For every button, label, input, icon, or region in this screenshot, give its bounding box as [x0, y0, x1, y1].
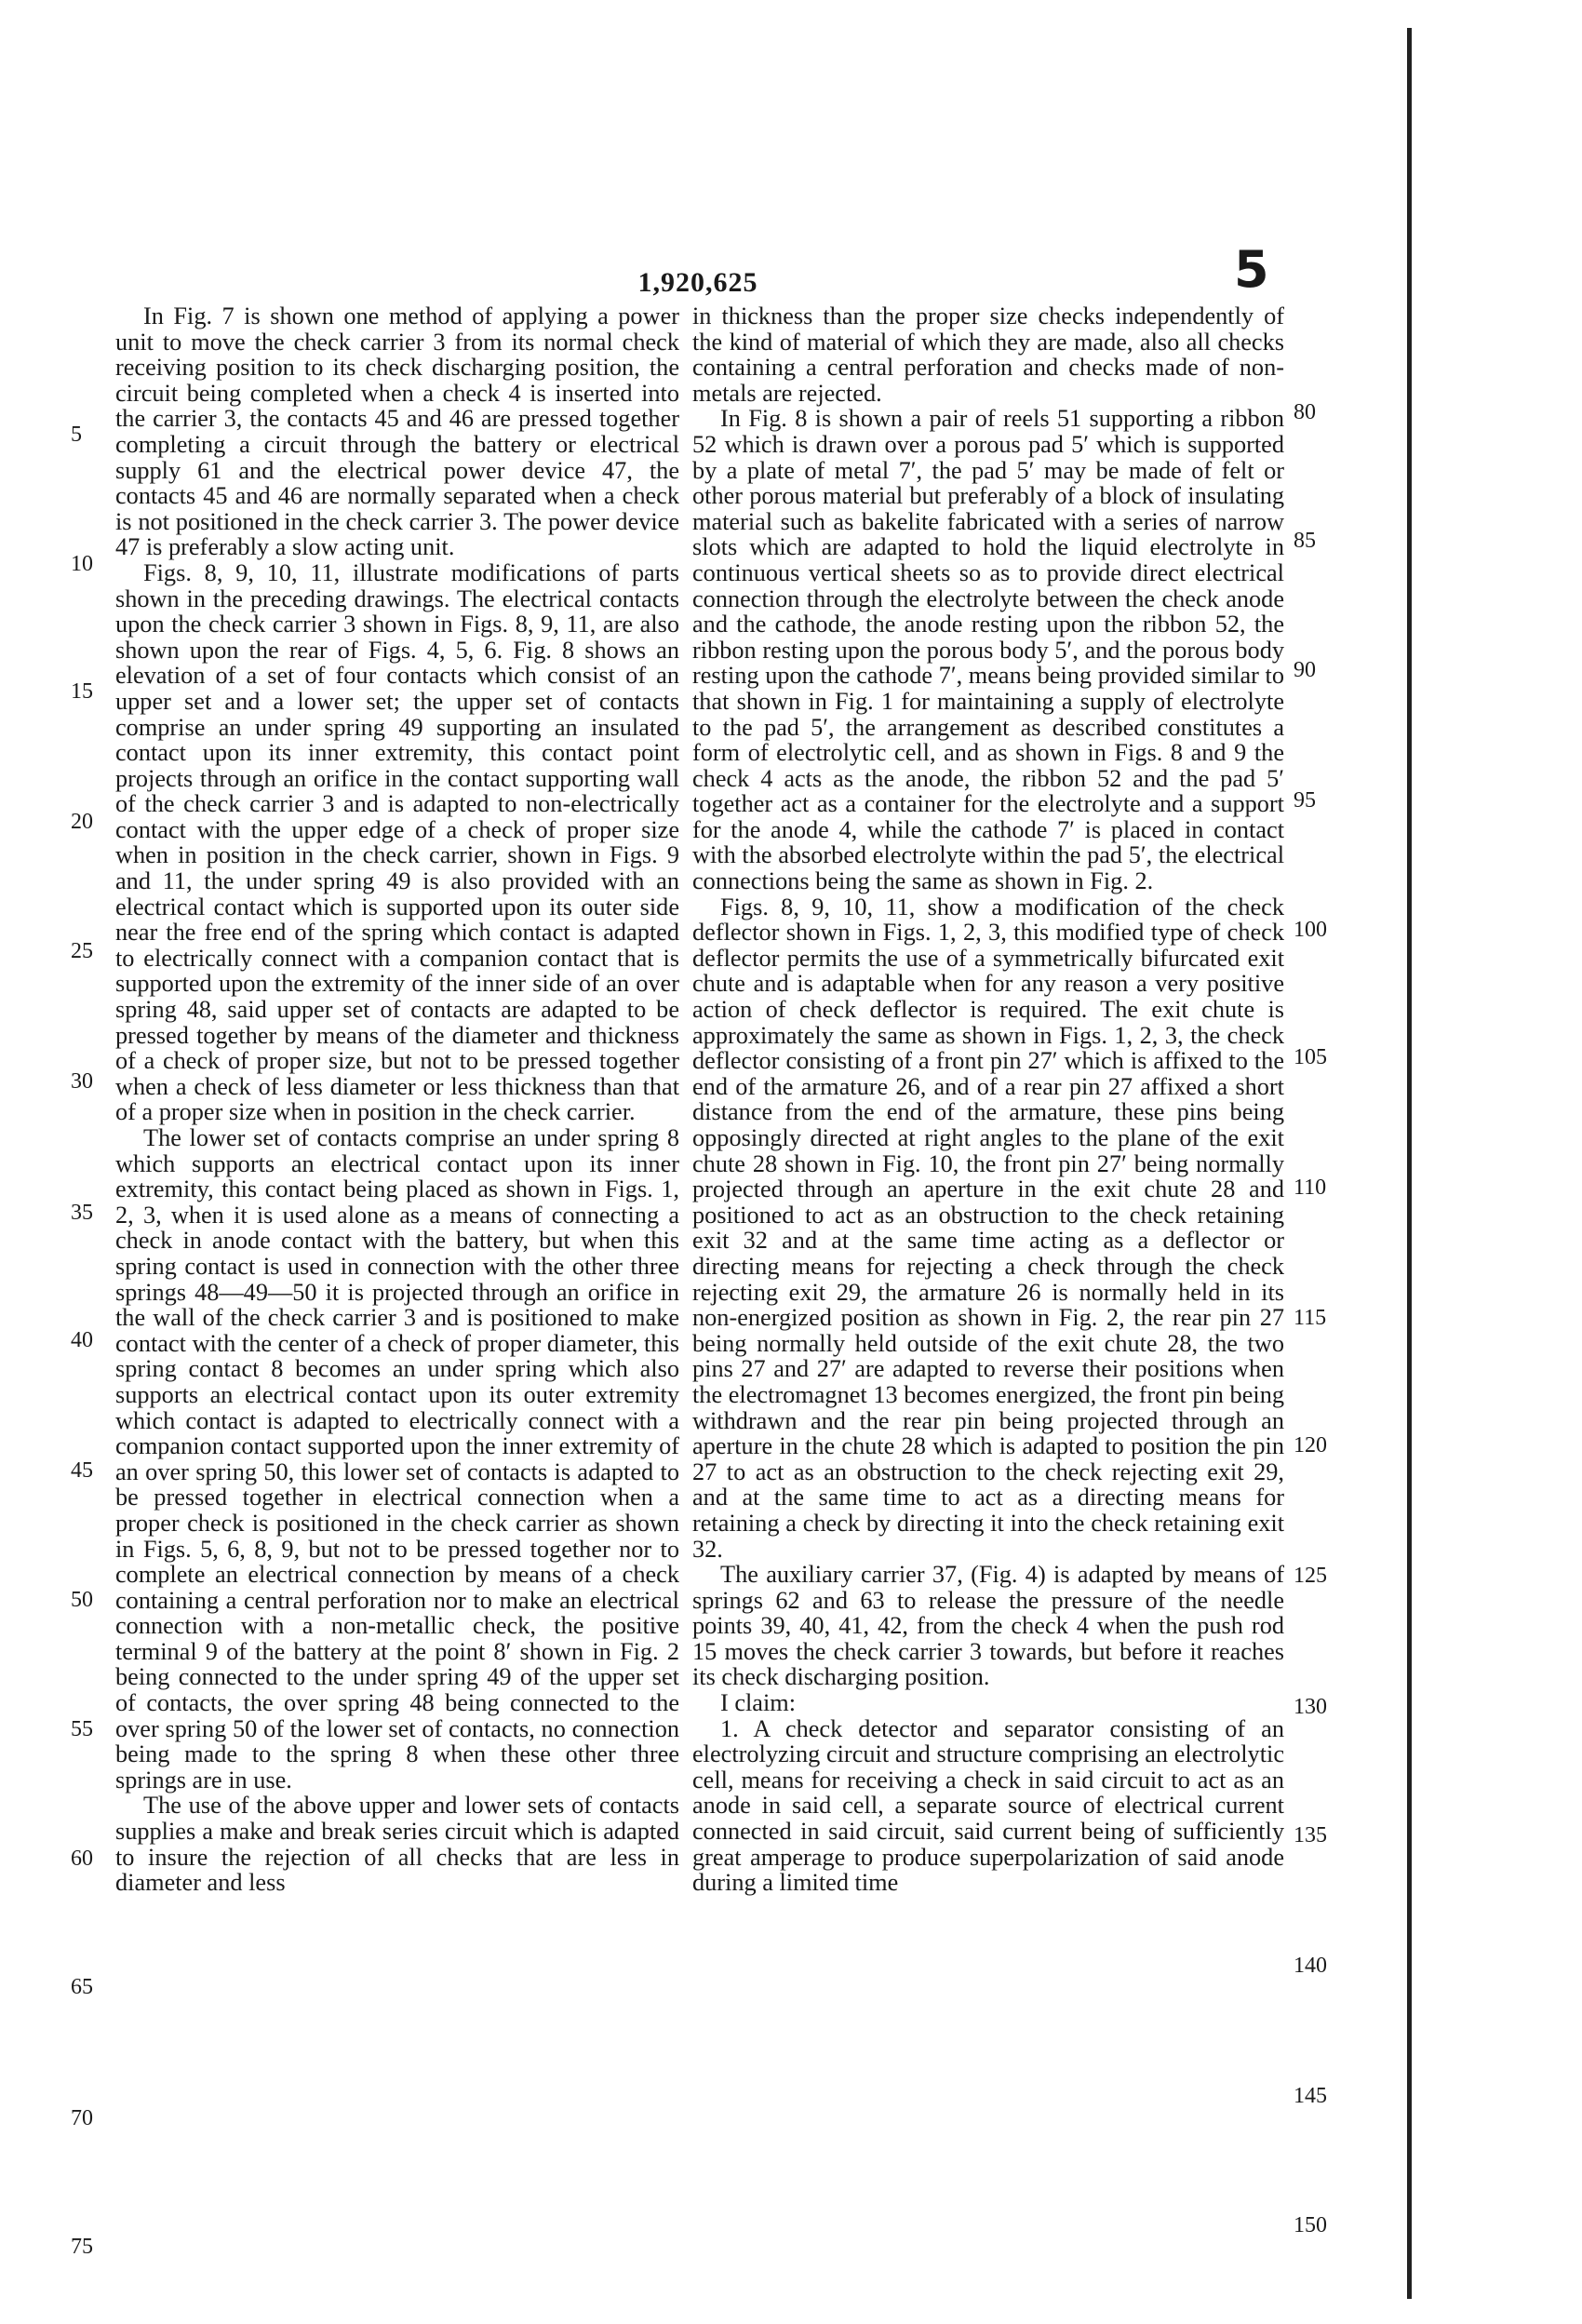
left-text-column [115, 303, 679, 1896]
line-number: 30 [71, 1069, 93, 1094]
right-border-rule [1407, 28, 1412, 2299]
paragraph: In Fig. 8 is shown a pair of reels 51 supporting a ribbon 52 which is drawn over a porous pad 5′ which is supported by a plate of metal 7′, the pad 5′ may be made of felt or other porous material but preferably of a block of insulating material such as bakelite fabricated with a series of narrow slots which are adapted to hold the liquid electrolyte in continuous vertical sheets so as to provide direct electrical connection through the electrolyte between the check anode and the cathode, the anode resting upon the ribbon 52, the ribbon resting upon the porous body 5′, and the porous body resting upon the cathode 7′, means being provided similar to that shown in Fig. 1 for maintaining a supply of electrolyte to the pad 5′, the arrangement as described constitutes a form of electrolytic cell, and as shown in Figs. 8 and 9 the check 4 acts as the anode, the ribbon 52 and the pad 5′ together act as a container for the electrolyte and a support for the anode 4, while the cathode 7′ is placed in contact with the absorbed electrolyte within the pad 5′, the electrical connections being the same as shown in Fig. 2. [692, 405, 1284, 895]
line-number: 20 [71, 810, 93, 834]
line-number: 60 [71, 1847, 93, 1871]
claim-paragraph: 1. A check detector and separator consisting of an electrolyzing circuit and structure comprising an electrolytic cell, means for receiving a check in said circuit to act as an anode in said cell, a separate source of electrical current connected in said circuit, said current being of sufficiently great amperage to produce superpolarization of said anode during a limited time [692, 1714, 1284, 1897]
line-number: 35 [71, 1201, 93, 1225]
line-number: 45 [71, 1458, 93, 1483]
line-number: 95 [1294, 788, 1316, 813]
right-text-column [692, 303, 1284, 1896]
line-number: 150 [1294, 2213, 1327, 2237]
line-number: 85 [1294, 529, 1316, 553]
line-number: 140 [1294, 1954, 1327, 1978]
paragraph: In Fig. 7 is shown one method of applying a power unit to move the check carrier 3 from its normal check receiving position to its check discharging position, the circuit being completed when a check 4 is inserted into the carrier 3, the contacts 45 and 46 are pressed together completing a circuit through the battery or electrical supply 61 and the electrical power device 47, the contacts 45 and 46 are normally separated when a check is not positioned in the check carrier 3. The power device 47 is preferably a slow acting unit. [115, 302, 679, 561]
paragraph: Figs. 8, 9, 10, 11, show a modification of the check deflector shown in Figs. 1, 2, 3, this modified type of check deflector permits the use of a symmetrically bifurcated exit chute and is adaptable when for any reason a very positive action of check deflector is required. The exit chute is approximately the same as shown in Figs. 1, 2, 3, the check deflector consisting of a front pin 27′ which is affixed to the end of the armature 26, and of a rear pin 27 affixed a short distance from the end of the armature, these pins being opposingly directed at right angles to the plane of the exit chute 28 shown in Fig. 10, the front pin 27′ being normally projected through an aperture in the exit chute 28 and positioned to act as an obstruction to the check retaining exit 32 and at the same time acting as a deflector or directing means for rejecting a check through the check rejecting exit 29, the armature 26 is normally held in its non-energized position as shown in Fig. 2, the rear pin 27 being normally held outside of the exit chute 28, the two pins 27 and 27′ are adapted to reverse their positions when the electromagnet 13 becomes energized, the front pin being withdrawn and the rear pin being projected through an aperture in the chute 28 which is adapted to position the pin 27 to act as an obstruction to the check rejecting exit 29, and at the same time to act as a directing means for retaining a check by directing it into the check retaining exit 32. [692, 893, 1284, 1563]
line-number: 115 [1294, 1306, 1327, 1330]
line-number: 120 [1294, 1433, 1327, 1458]
line-number: 40 [71, 1328, 93, 1352]
line-number: 5 [71, 423, 82, 447]
line-number: 65 [71, 1975, 93, 1999]
line-number: 10 [71, 552, 93, 576]
line-number: 145 [1294, 2084, 1327, 2108]
line-number: 135 [1294, 1823, 1327, 1847]
paragraph: in thickness than the proper size checks independently of the kind of material of which they are made, also all checks containing a central perforation and checks made of non-metals are rejected. [692, 302, 1284, 407]
paragraph: The auxiliary carrier 37, (Fig. 4) is adapted by means of springs 62 and 63 to release the pressure of the needle points 39, 40, 41, 42, from the check 4 when the push rod 15 moves the check carrier 3 towards, but before it reaches its check discharging position. [692, 1561, 1284, 1691]
line-number: 130 [1294, 1695, 1327, 1719]
line-number: 15 [71, 679, 93, 704]
line-number: 25 [71, 939, 93, 963]
paragraph: Figs. 8, 9, 10, 11, illustrate modifications of parts shown in the preceding drawings. The electrical contacts upon the check carrier 3 shown in Figs. 8, 9, 11, are also shown upon the rear of Figs. 4, 5, 6. Fig. 8 shows an elevation of a set of four contacts which consist of an upper set and a lower set; the upper set of contacts comprise an under spring 49 supporting an insulated contact upon its inner extremity, this contact point projects through an orifice in the contact supporting wall of the check carrier 3 and is adapted to non-electrically contact with the upper edge of a check of proper size when in position in the check carrier, shown in Figs. 9 and 11, the under spring 49 is also provided with an electrical contact which is supported upon its outer side near the free end of the spring which contact is adapted to electrically connect with a companion contact that is supported upon the extremity of the inner side of an over spring 48, said upper set of contacts are adapted to be pressed together by means of the diameter and thickness of a check of proper size, but not to be pressed together when a check of less diameter or less thickness than that of a proper size when in position in the check carrier. [115, 558, 679, 1126]
line-number: 80 [1294, 400, 1316, 424]
line-number: 90 [1294, 658, 1316, 682]
page-number: 5 [1234, 240, 1269, 299]
line-number: 75 [71, 2235, 93, 2259]
line-number: 125 [1294, 1564, 1327, 1588]
paragraph: The lower set of contacts comprise an under spring 8 which supports an electrical contact upon its inner extremity, this contact being placed as shown in Figs. 1, 2, 3, when it is used alone as a means of connecting a check in anode contact with the battery, but when this spring contact is used in connection with the other three springs 48—49—50 it is projected through an orifice in the wall of the check carrier 3 and is positioned to make contact with the center of a check of proper diameter, this spring contact 8 becomes an under spring which also supports an electrical contact upon its outer extremity which contact is adapted to electrically connect with a companion contact supported upon the inner extremity of an over spring 50, this lower set of contacts is adapted to be pressed together in electrical connection when a proper check is positioned in the check carrier as shown in Figs. 5, 6, 8, 9, but not to be pressed together nor to complete an electrical connection by means of a check containing a central perforation nor to make an electrical connection with a non-metallic check, the positive terminal 9 of the battery at the point 8′ shown in Fig. 2 being connected to the under spring 49 of the upper set of contacts, the over spring 48 being connected to the over spring 50 of the lower set of contacts, no connection being made to the spring 8 when these other three springs are in use. [115, 1124, 679, 1793]
line-number: 105 [1294, 1045, 1327, 1069]
line-number: 110 [1294, 1175, 1327, 1200]
patent-number: 1,920,625 [637, 267, 758, 298]
line-number: 70 [71, 2106, 93, 2130]
line-number: 55 [71, 1717, 93, 1741]
claims-heading: I claim: [720, 1689, 797, 1717]
line-number: 100 [1294, 918, 1327, 942]
line-number: 50 [71, 1588, 93, 1612]
paragraph: The use of the above upper and lower sets of contacts supplies a make and break series circuit which is adapted to insure the rejection of all checks that are less in diameter and less [115, 1792, 679, 1897]
